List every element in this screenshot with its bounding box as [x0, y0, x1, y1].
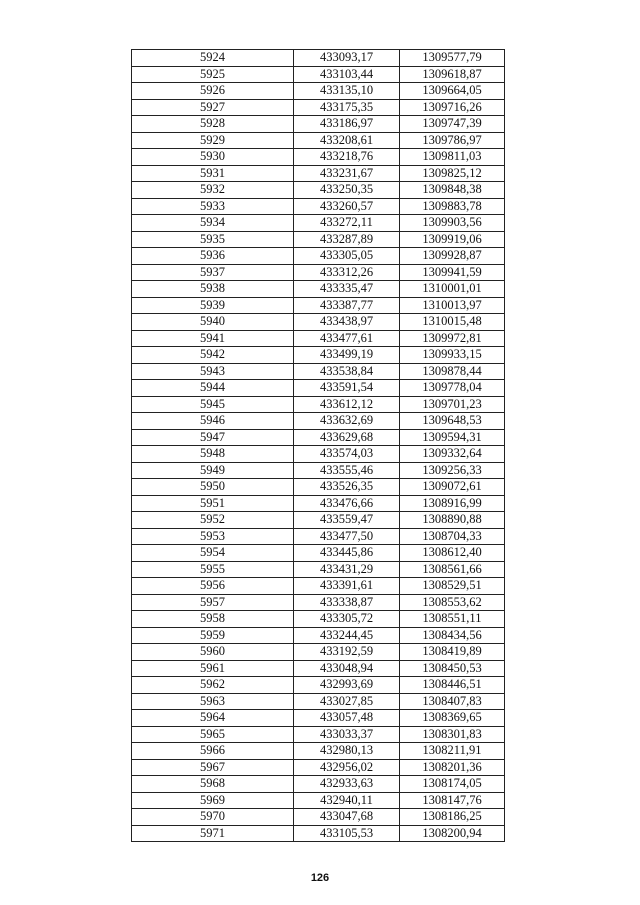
point-number-cell: 5941	[132, 330, 294, 347]
table-row	[132, 330, 505, 347]
y-coordinate-cell: 1308211,91	[400, 743, 505, 760]
y-coordinate-cell: 1309928,87	[400, 248, 505, 265]
table-row	[132, 561, 505, 578]
table-row	[132, 363, 505, 380]
table-row	[132, 446, 505, 463]
table-row	[132, 396, 505, 413]
table-row	[132, 99, 505, 116]
x-coordinate-cell: 433027,85	[294, 693, 400, 710]
y-coordinate-cell: 1309256,33	[400, 462, 505, 479]
x-coordinate-cell: 432993,69	[294, 677, 400, 694]
x-coordinate-cell: 433499,19	[294, 347, 400, 364]
point-number-cell: 5935	[132, 231, 294, 248]
point-number-cell: 5925	[132, 66, 294, 83]
table-row	[132, 83, 505, 100]
point-number-cell: 5956	[132, 578, 294, 595]
table-row	[132, 380, 505, 397]
x-coordinate-cell: 433287,89	[294, 231, 400, 248]
y-coordinate-cell: 1308704,33	[400, 528, 505, 545]
point-number-cell: 5944	[132, 380, 294, 397]
table-row	[132, 462, 505, 479]
x-coordinate-cell: 433260,57	[294, 198, 400, 215]
y-coordinate-cell: 1308561,66	[400, 561, 505, 578]
point-number-cell: 5933	[132, 198, 294, 215]
x-coordinate-cell: 432980,13	[294, 743, 400, 760]
table-row	[132, 611, 505, 628]
point-number-cell: 5952	[132, 512, 294, 529]
y-coordinate-cell: 1309972,81	[400, 330, 505, 347]
y-coordinate-cell: 1309786,97	[400, 132, 505, 149]
y-coordinate-cell: 1308916,99	[400, 495, 505, 512]
x-coordinate-cell: 433105,53	[294, 825, 400, 842]
table-row	[132, 429, 505, 446]
point-number-cell: 5934	[132, 215, 294, 232]
y-coordinate-cell: 1309577,79	[400, 50, 505, 67]
x-coordinate-cell: 433476,66	[294, 495, 400, 512]
table-row	[132, 776, 505, 793]
point-number-cell: 5950	[132, 479, 294, 496]
table-row	[132, 627, 505, 644]
x-coordinate-cell: 433438,97	[294, 314, 400, 331]
y-coordinate-cell: 1308612,40	[400, 545, 505, 562]
x-coordinate-cell: 432940,11	[294, 792, 400, 809]
table-row	[132, 116, 505, 133]
point-number-cell: 5970	[132, 809, 294, 826]
x-coordinate-cell: 433591,54	[294, 380, 400, 397]
table-row	[132, 165, 505, 182]
point-number-cell: 5959	[132, 627, 294, 644]
x-coordinate-cell: 433272,11	[294, 215, 400, 232]
point-number-cell: 5938	[132, 281, 294, 298]
y-coordinate-cell: 1309747,39	[400, 116, 505, 133]
y-coordinate-cell: 1308301,83	[400, 726, 505, 743]
y-coordinate-cell: 1308450,53	[400, 660, 505, 677]
point-number-cell: 5960	[132, 644, 294, 661]
table-row	[132, 314, 505, 331]
point-number-cell: 5937	[132, 264, 294, 281]
point-number-cell: 5968	[132, 776, 294, 793]
table-row	[132, 281, 505, 298]
y-coordinate-cell: 1309618,87	[400, 66, 505, 83]
table-row	[132, 413, 505, 430]
x-coordinate-cell: 433632,69	[294, 413, 400, 430]
table-row	[132, 231, 505, 248]
point-number-cell: 5965	[132, 726, 294, 743]
y-coordinate-cell: 1310013,97	[400, 297, 505, 314]
y-coordinate-cell: 1309778,04	[400, 380, 505, 397]
x-coordinate-cell: 432933,63	[294, 776, 400, 793]
x-coordinate-cell: 433445,86	[294, 545, 400, 562]
y-coordinate-cell: 1308890,88	[400, 512, 505, 529]
y-coordinate-cell: 1309332,64	[400, 446, 505, 463]
point-number-cell: 5949	[132, 462, 294, 479]
table-row	[132, 825, 505, 842]
point-number-cell: 5962	[132, 677, 294, 694]
x-coordinate-cell: 433250,35	[294, 182, 400, 199]
table-row	[132, 743, 505, 760]
y-coordinate-cell: 1310001,01	[400, 281, 505, 298]
point-number-cell: 5946	[132, 413, 294, 430]
point-number-cell: 5940	[132, 314, 294, 331]
x-coordinate-cell: 433186,97	[294, 116, 400, 133]
coordinates-table	[131, 49, 505, 842]
y-coordinate-cell: 1309903,56	[400, 215, 505, 232]
y-coordinate-cell: 1308553,62	[400, 594, 505, 611]
table-row	[132, 677, 505, 694]
x-coordinate-cell: 433338,87	[294, 594, 400, 611]
point-number-cell: 5942	[132, 347, 294, 364]
y-coordinate-cell: 1308434,56	[400, 627, 505, 644]
y-coordinate-cell: 1308186,25	[400, 809, 505, 826]
y-coordinate-cell: 1308174,05	[400, 776, 505, 793]
table-row	[132, 198, 505, 215]
point-number-cell: 5926	[132, 83, 294, 100]
y-coordinate-cell: 1309811,03	[400, 149, 505, 166]
table-row	[132, 512, 505, 529]
y-coordinate-cell: 1309933,15	[400, 347, 505, 364]
table-row	[132, 759, 505, 776]
x-coordinate-cell: 433244,45	[294, 627, 400, 644]
y-coordinate-cell: 1308147,76	[400, 792, 505, 809]
x-coordinate-cell: 433391,61	[294, 578, 400, 595]
table-row	[132, 792, 505, 809]
x-coordinate-cell: 433431,29	[294, 561, 400, 578]
table-row	[132, 297, 505, 314]
x-coordinate-cell: 433047,68	[294, 809, 400, 826]
point-number-cell: 5927	[132, 99, 294, 116]
table-row	[132, 495, 505, 512]
y-coordinate-cell: 1309941,59	[400, 264, 505, 281]
table-row	[132, 347, 505, 364]
x-coordinate-cell: 433305,72	[294, 611, 400, 628]
y-coordinate-cell: 1308446,51	[400, 677, 505, 694]
table-row	[132, 50, 505, 67]
table-row	[132, 479, 505, 496]
table-row	[132, 710, 505, 727]
table-row	[132, 182, 505, 199]
point-number-cell: 5953	[132, 528, 294, 545]
x-coordinate-cell: 433629,68	[294, 429, 400, 446]
y-coordinate-cell: 1309648,53	[400, 413, 505, 430]
y-coordinate-cell: 1309072,61	[400, 479, 505, 496]
table-row	[132, 726, 505, 743]
x-coordinate-cell: 433312,26	[294, 264, 400, 281]
point-number-cell: 5955	[132, 561, 294, 578]
x-coordinate-cell: 433559,47	[294, 512, 400, 529]
coordinates-table-body	[132, 50, 505, 842]
point-number-cell: 5924	[132, 50, 294, 67]
x-coordinate-cell: 433538,84	[294, 363, 400, 380]
point-number-cell: 5945	[132, 396, 294, 413]
x-coordinate-cell: 433192,59	[294, 644, 400, 661]
point-number-cell: 5967	[132, 759, 294, 776]
y-coordinate-cell: 1309664,05	[400, 83, 505, 100]
point-number-cell: 5971	[132, 825, 294, 842]
point-number-cell: 5951	[132, 495, 294, 512]
point-number-cell: 5936	[132, 248, 294, 265]
x-coordinate-cell: 433175,35	[294, 99, 400, 116]
point-number-cell: 5929	[132, 132, 294, 149]
table-row	[132, 528, 505, 545]
point-number-cell: 5931	[132, 165, 294, 182]
point-number-cell: 5958	[132, 611, 294, 628]
x-coordinate-cell: 433103,44	[294, 66, 400, 83]
y-coordinate-cell: 1308369,65	[400, 710, 505, 727]
table-row	[132, 809, 505, 826]
x-coordinate-cell: 433387,77	[294, 297, 400, 314]
point-number-cell: 5939	[132, 297, 294, 314]
point-number-cell: 5932	[132, 182, 294, 199]
x-coordinate-cell: 433033,37	[294, 726, 400, 743]
x-coordinate-cell: 433526,35	[294, 479, 400, 496]
x-coordinate-cell: 433231,67	[294, 165, 400, 182]
x-coordinate-cell: 433612,12	[294, 396, 400, 413]
page-number: 126	[310, 872, 330, 884]
x-coordinate-cell: 433305,05	[294, 248, 400, 265]
table-row	[132, 248, 505, 265]
y-coordinate-cell: 1309919,06	[400, 231, 505, 248]
y-coordinate-cell: 1308529,51	[400, 578, 505, 595]
y-coordinate-cell: 1308201,36	[400, 759, 505, 776]
point-number-cell: 5961	[132, 660, 294, 677]
point-number-cell: 5954	[132, 545, 294, 562]
table-row	[132, 545, 505, 562]
y-coordinate-cell: 1310015,48	[400, 314, 505, 331]
y-coordinate-cell: 1308200,94	[400, 825, 505, 842]
point-number-cell: 5943	[132, 363, 294, 380]
x-coordinate-cell: 433335,47	[294, 281, 400, 298]
y-coordinate-cell: 1308419,89	[400, 644, 505, 661]
point-number-cell: 5966	[132, 743, 294, 760]
x-coordinate-cell: 433048,94	[294, 660, 400, 677]
x-coordinate-cell: 433093,17	[294, 50, 400, 67]
y-coordinate-cell: 1309701,23	[400, 396, 505, 413]
table-row	[132, 215, 505, 232]
x-coordinate-cell: 433574,03	[294, 446, 400, 463]
x-coordinate-cell: 432956,02	[294, 759, 400, 776]
point-number-cell: 5964	[132, 710, 294, 727]
x-coordinate-cell: 433477,61	[294, 330, 400, 347]
x-coordinate-cell: 433555,46	[294, 462, 400, 479]
table-row	[132, 660, 505, 677]
table-row	[132, 693, 505, 710]
y-coordinate-cell: 1309883,78	[400, 198, 505, 215]
y-coordinate-cell: 1308551,11	[400, 611, 505, 628]
point-number-cell: 5930	[132, 149, 294, 166]
y-coordinate-cell: 1309716,26	[400, 99, 505, 116]
table-row	[132, 644, 505, 661]
y-coordinate-cell: 1309594,31	[400, 429, 505, 446]
point-number-cell: 5928	[132, 116, 294, 133]
table-row	[132, 149, 505, 166]
point-number-cell: 5948	[132, 446, 294, 463]
point-number-cell: 5963	[132, 693, 294, 710]
y-coordinate-cell: 1309825,12	[400, 165, 505, 182]
table-row	[132, 132, 505, 149]
y-coordinate-cell: 1309878,44	[400, 363, 505, 380]
point-number-cell: 5957	[132, 594, 294, 611]
table-row	[132, 578, 505, 595]
x-coordinate-cell: 433477,50	[294, 528, 400, 545]
y-coordinate-cell: 1309848,38	[400, 182, 505, 199]
table-row	[132, 264, 505, 281]
table-row	[132, 66, 505, 83]
x-coordinate-cell: 433218,76	[294, 149, 400, 166]
y-coordinate-cell: 1308407,83	[400, 693, 505, 710]
point-number-cell: 5969	[132, 792, 294, 809]
x-coordinate-cell: 433135,10	[294, 83, 400, 100]
x-coordinate-cell: 433057,48	[294, 710, 400, 727]
table-row	[132, 594, 505, 611]
point-number-cell: 5947	[132, 429, 294, 446]
x-coordinate-cell: 433208,61	[294, 132, 400, 149]
